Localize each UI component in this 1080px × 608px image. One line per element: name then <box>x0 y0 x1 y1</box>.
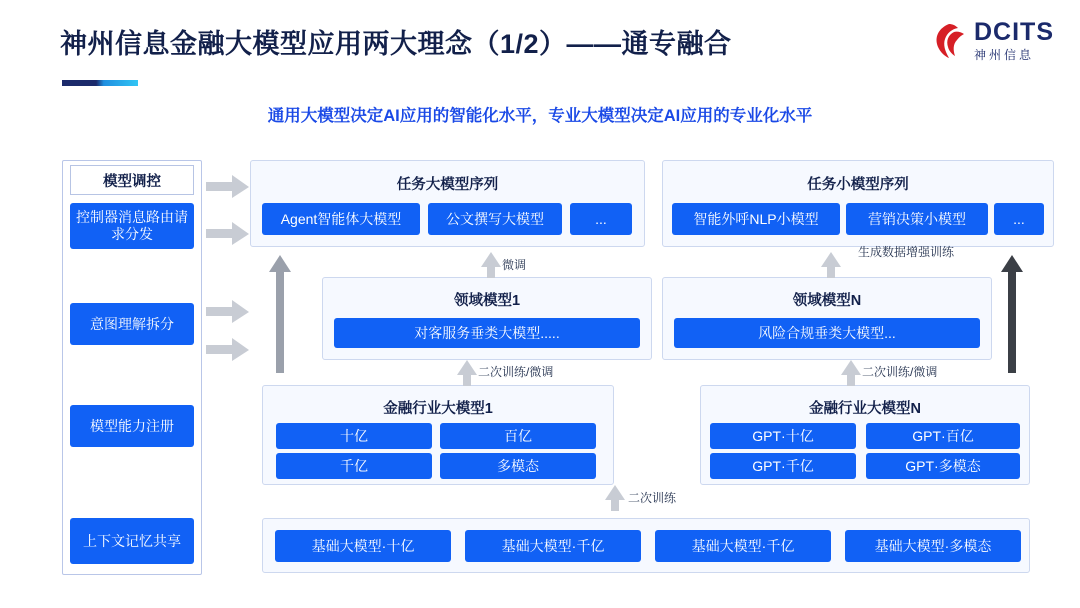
industry-left-item-0[interactable]: 十亿 <box>276 423 432 449</box>
flow-arrow-up-retrain-base <box>604 485 626 511</box>
arrow-label-finetune: 微调 <box>502 258 527 272</box>
industry-left-item-2[interactable]: 千亿 <box>276 453 432 479</box>
industry-left-item-3[interactable]: 多模态 <box>440 453 596 479</box>
flow-arrow-right-3 <box>206 338 250 362</box>
task-right-item-2[interactable]: ... <box>994 203 1044 235</box>
domain-right-group-title: 领域模型N <box>792 293 862 309</box>
arrow-label-retrain-right: 二次训练/微调 <box>862 365 938 379</box>
base-item-1[interactable]: 基础大模型·千亿 <box>465 530 641 562</box>
flow-arrow-up-retrain-right <box>840 360 862 386</box>
page-title: 神州信息金融大模型应用两大理念（1/2）——通专融合 <box>60 29 732 59</box>
task-left-item-0[interactable]: Agent智能体大模型 <box>262 203 420 235</box>
task-right-item-1[interactable]: 营销决策小模型 <box>846 203 988 235</box>
arrow-label-retrain-left: 二次训练/微调 <box>478 365 554 379</box>
task-right-item-0[interactable]: 智能外呼NLP小模型 <box>672 203 840 235</box>
base-item-2[interactable]: 基础大模型·千亿 <box>655 530 831 562</box>
logo-mark-icon <box>932 22 966 60</box>
logo-text <box>974 20 1054 61</box>
flow-arrow-up-left-tall <box>268 255 292 373</box>
arrow-label-data-augment: 生成数据增强训练 <box>857 245 954 259</box>
flow-arrow-up-retrain-left <box>456 360 478 386</box>
title-underline <box>62 80 138 86</box>
flow-arrow-right-2 <box>206 300 250 324</box>
flow-arrow-right-0 <box>206 175 250 199</box>
industry-right-item-3[interactable]: GPT·多模态 <box>866 453 1020 479</box>
domain-left-item-0[interactable]: 对客服务垂类大模型..... <box>334 318 640 348</box>
industry-left-item-1[interactable]: 百亿 <box>440 423 596 449</box>
industry-right-item-1[interactable]: GPT·百亿 <box>866 423 1020 449</box>
left-item-0[interactable]: 控制器消息路由请求分发 <box>70 203 194 249</box>
left-item-3[interactable]: 上下文记忆共享 <box>70 518 194 564</box>
base-item-0[interactable]: 基础大模型·十亿 <box>275 530 451 562</box>
task-right-group-title: 任务小模型序列 <box>807 177 909 193</box>
brand-logo <box>932 20 1054 61</box>
task-left-group-title: 任务大模型序列 <box>396 177 499 193</box>
logo-en-label: DCITS <box>974 18 1054 46</box>
task-left-item-2[interactable]: ... <box>570 203 632 235</box>
domain-left-group-title: 领域模型1 <box>453 293 521 309</box>
domain-right-item-0[interactable]: 风险合规垂类大模型... <box>674 318 980 348</box>
left-item-2[interactable]: 模型能力注册 <box>70 405 194 447</box>
left-panel-header-label: 模型调控 <box>103 173 161 190</box>
industry-right-item-0[interactable]: GPT·十亿 <box>710 423 856 449</box>
subtitle: 通用大模型决定AI应用的智能化水平，专业大模型决定AI应用的专业化水平 <box>267 107 813 125</box>
flow-arrow-up-data-augment <box>820 252 842 278</box>
task-left-item-1[interactable]: 公文撰写大模型 <box>428 203 562 235</box>
logo-cn-label: 神州信息 <box>974 48 1035 62</box>
arrow-label-retrain-base: 二次训练 <box>628 491 677 505</box>
industry-left-group-title: 金融行业大模型1 <box>383 401 493 417</box>
left-item-1[interactable]: 意图理解拆分 <box>70 303 194 345</box>
flow-arrow-up-right-tall <box>1000 255 1024 373</box>
flow-arrow-right-1 <box>206 222 250 246</box>
industry-right-item-2[interactable]: GPT·千亿 <box>710 453 856 479</box>
industry-right-group-title: 金融行业大模型N <box>809 401 921 417</box>
base-item-3[interactable]: 基础大模型·多模态 <box>845 530 1021 562</box>
